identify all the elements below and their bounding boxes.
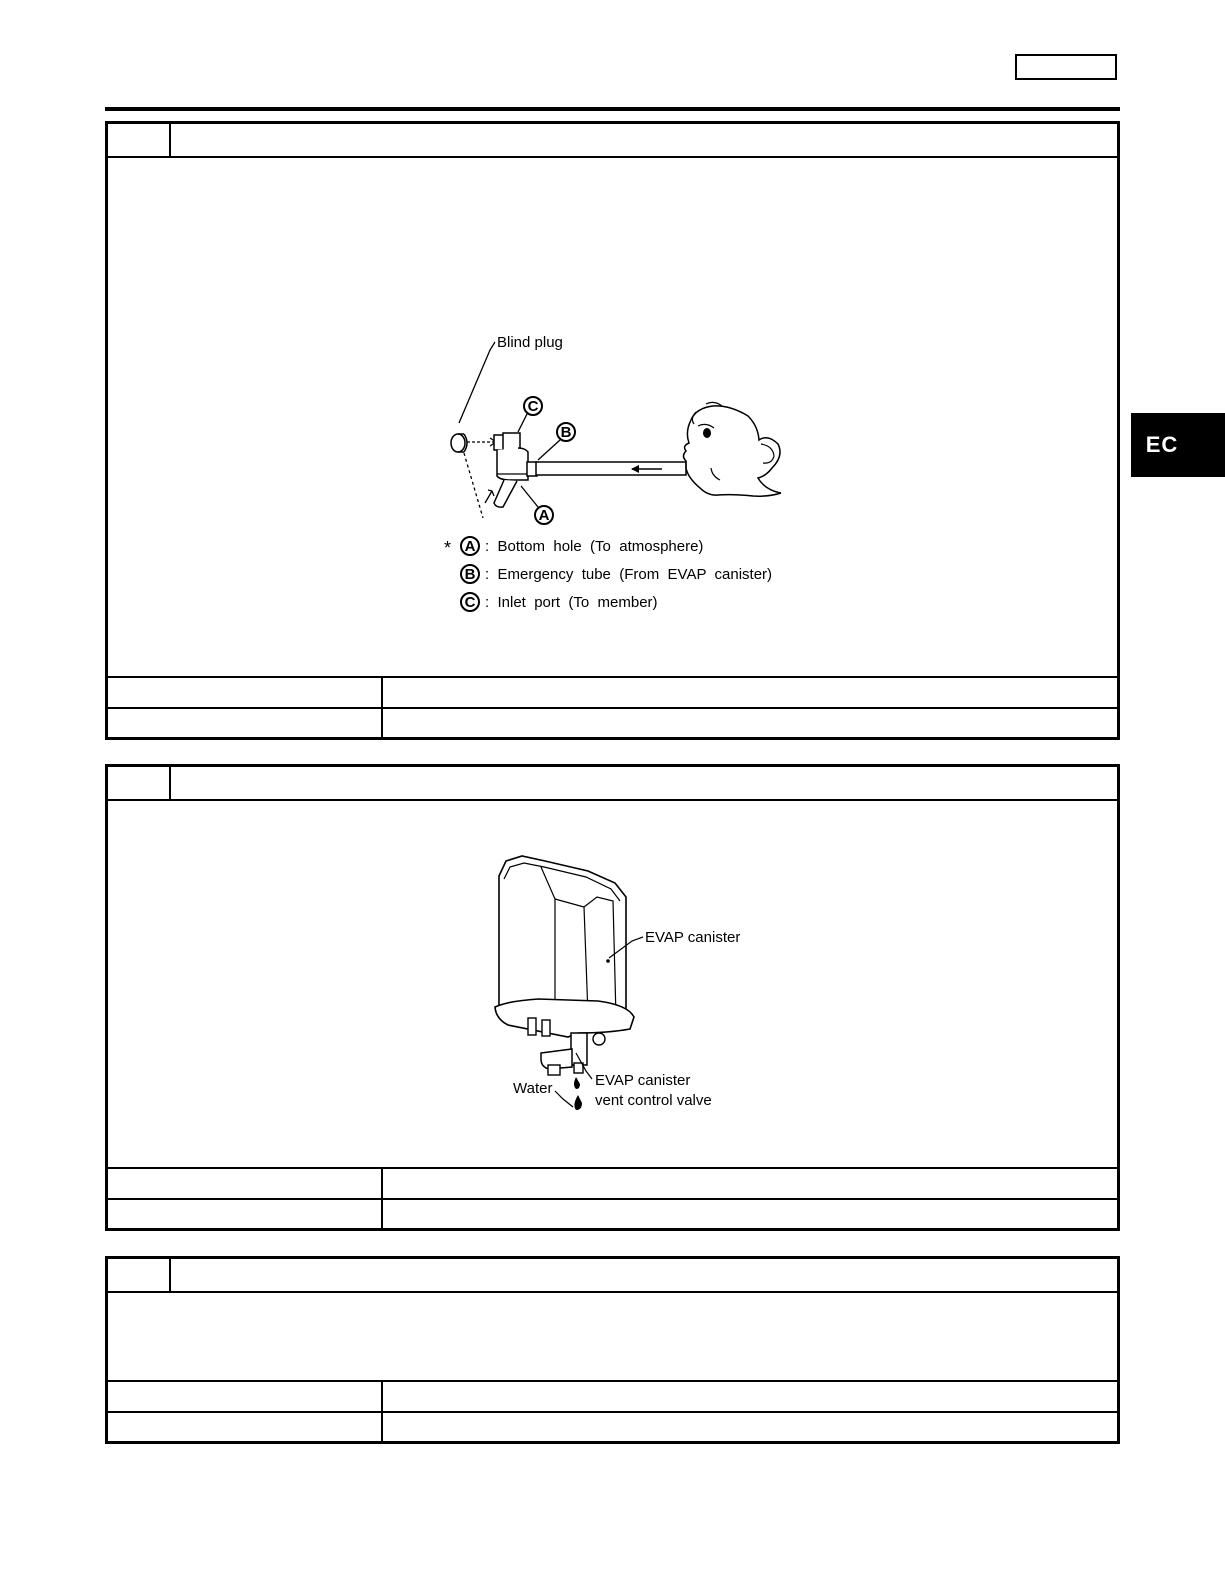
step-body xyxy=(108,158,1117,676)
result-row-ok xyxy=(108,1167,1117,1198)
result-label-cell xyxy=(108,709,383,738)
step-number-cell xyxy=(108,767,171,799)
result-row-ng xyxy=(108,707,1117,738)
evap-canister-figure xyxy=(108,801,1117,1167)
header-code-box xyxy=(1015,54,1117,80)
blind-plug-shape xyxy=(451,434,465,452)
step-box-3 xyxy=(105,1256,1120,1444)
result-label-cell xyxy=(108,1200,383,1229)
blind-plug-label: Blind plug xyxy=(497,334,563,351)
callout-a: A xyxy=(538,507,550,524)
evap-canister-body xyxy=(499,856,626,1021)
valve-label-line2: vent control valve xyxy=(595,1092,712,1109)
result-label-cell xyxy=(108,1382,383,1411)
result-row-ng xyxy=(108,1198,1117,1229)
header-rule xyxy=(105,107,1120,111)
step-body xyxy=(108,1293,1117,1380)
section-tab-label: EC xyxy=(1145,432,1179,457)
section-tab-ec[interactable] xyxy=(1131,413,1225,477)
result-row-ng xyxy=(108,1411,1117,1442)
vent-valve-check-figure xyxy=(108,158,1117,676)
step-box-2 xyxy=(105,764,1120,1231)
vent-valve-body xyxy=(497,448,528,480)
blind-plug-leader xyxy=(459,342,495,423)
result-label-cell xyxy=(108,1169,383,1198)
step-box-1 xyxy=(105,121,1120,740)
step-body xyxy=(108,801,1117,1167)
canister-label: EVAP canister xyxy=(645,929,741,946)
result-label-cell xyxy=(108,1413,383,1442)
result-label-cell xyxy=(108,678,383,707)
water-drop-icon xyxy=(574,1095,582,1110)
legend-text-b: : Emergency tube (From EVAP canister) xyxy=(485,566,773,583)
legend-key-b: B xyxy=(464,566,476,583)
result-row-ok xyxy=(108,676,1117,707)
eye-icon xyxy=(703,428,711,438)
result-row-ok xyxy=(108,1380,1117,1411)
callout-b: B xyxy=(560,424,572,441)
water-drop-icon xyxy=(574,1077,580,1089)
legend-text-a: : Bottom hole (To atmosphere) xyxy=(485,538,704,555)
water-label: Water xyxy=(513,1080,553,1097)
legend-text-c: : Inlet port (To member) xyxy=(485,594,658,611)
asterisk-mark: * xyxy=(444,538,452,558)
emergency-tube xyxy=(536,462,686,475)
step-header xyxy=(108,1259,1117,1293)
step-number-cell xyxy=(108,124,171,156)
dotted-leader xyxy=(464,453,483,518)
step-number-cell xyxy=(108,1259,171,1291)
vent-control-valve xyxy=(571,1033,587,1065)
step-header xyxy=(108,124,1117,158)
callout-c: C xyxy=(527,398,539,415)
person-head xyxy=(691,406,781,493)
legend-key-a: A xyxy=(464,538,476,555)
legend-key-c: C xyxy=(464,594,476,611)
valve-label-line1: EVAP canister xyxy=(595,1072,691,1089)
step-header xyxy=(108,767,1117,801)
